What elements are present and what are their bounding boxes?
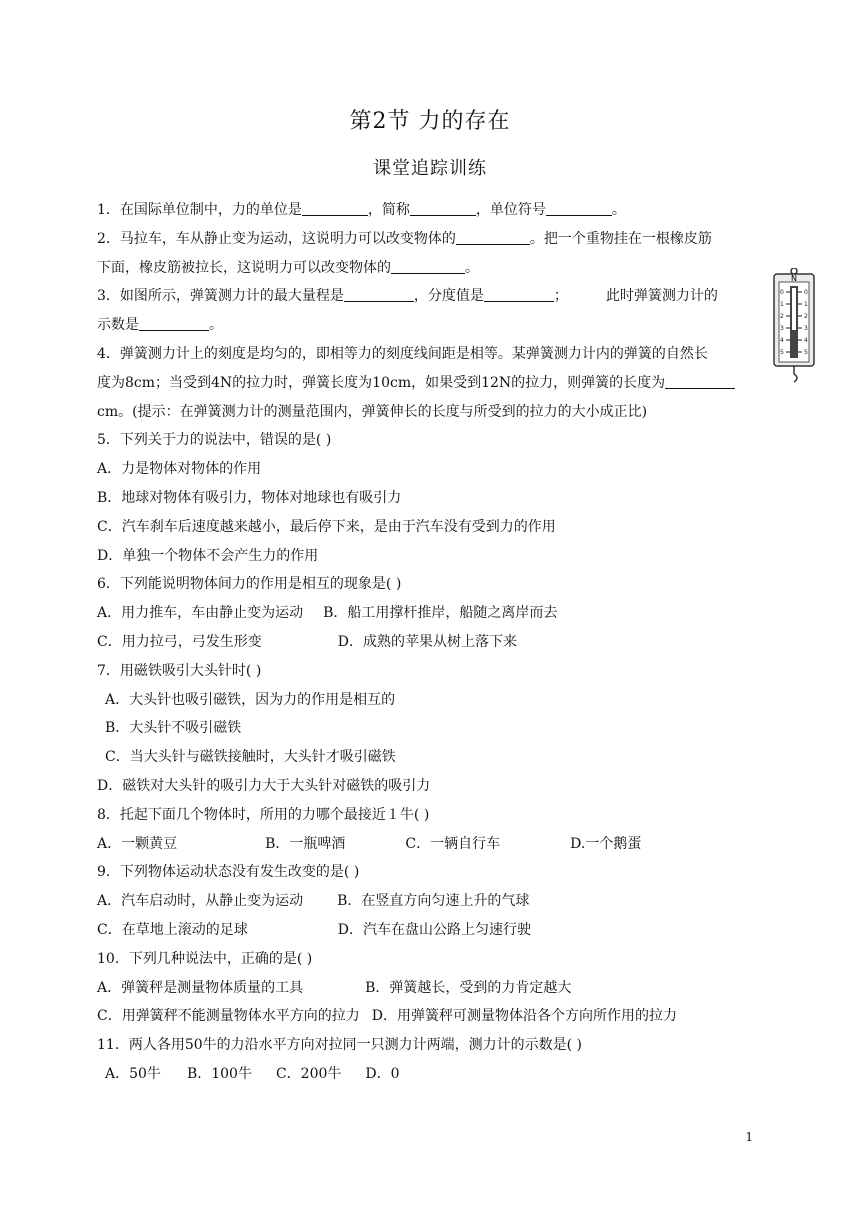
scale-number: 5	[804, 349, 808, 356]
scale-number: 0	[780, 289, 784, 296]
scale-unit-label: N	[791, 274, 797, 283]
option[interactable]: A．汽车启动时，从静止变为运动	[97, 893, 304, 910]
answer-blank[interactable]	[302, 199, 368, 216]
answer-blank[interactable]	[456, 228, 530, 245]
option[interactable]: B．船工用撑杆推岸，船随之离岸而去	[323, 605, 558, 622]
option-row	[97, 628, 757, 657]
answer-blank[interactable]	[344, 285, 414, 302]
option[interactable]: D．磁铁对大头针的吸引力大于大头针对磁铁的吸引力	[97, 777, 431, 794]
option[interactable]: D.一个鹅蛋	[570, 835, 642, 852]
q3-text: 此时弹簧测力计的	[605, 288, 718, 305]
option[interactable]: B．地球对物体有吸引力，物体对地球也有吸引力	[97, 489, 402, 506]
option[interactable]: C．200牛	[275, 1065, 342, 1082]
option[interactable]: D．成熟的苹果从树上落下来	[337, 633, 517, 650]
page-title: 第2节 力的存在	[349, 109, 511, 134]
option-row	[97, 1060, 757, 1089]
option[interactable]: A．力是物体对物体的作用	[97, 461, 262, 478]
q4-text: cm。(提示：在弹簧测力计的测量范围内，弹簧伸长的长度与所受到的拉力的大小成正比)	[97, 403, 648, 420]
scale-number: 4	[804, 337, 808, 344]
option[interactable]: D．0	[365, 1065, 400, 1082]
q3-text: 3．如图所示，弹簧测力计的最大量程是	[97, 288, 344, 305]
question-2-line-2	[97, 254, 757, 283]
q1-text-a: 1．在国际单位制中，力的单位是	[97, 202, 302, 218]
option[interactable]: D．用弹簧秤可测量物体沿各个方向所作用的拉力	[371, 1008, 677, 1025]
option[interactable]: C．当大头针与磁铁接触时，大头针才吸引磁铁	[105, 749, 396, 766]
question-11-stem: 11．两人各用50牛的力沿水平方向对拉同一只测力计两端，测力计的示数是( )	[97, 1037, 583, 1054]
option[interactable]: B．大头针不吸引磁铁	[105, 720, 242, 737]
question-10-stem: 10．下列几种说法中，正确的是( )	[97, 950, 313, 967]
question-9-stem: 9．下列物体运动状态没有发生改变的是( )	[97, 864, 360, 881]
question-7-stem: 7．用磁铁吸引大头针时( )	[97, 662, 262, 679]
q3-text: 示数是	[97, 317, 139, 334]
option[interactable]: D．单独一个物体不会产生力的作用	[97, 547, 319, 564]
answer-blank[interactable]	[484, 285, 554, 302]
q3-text: ，分度值是	[413, 288, 484, 305]
question-3-line-2	[97, 311, 757, 340]
question-1	[97, 196, 757, 225]
option-row	[97, 599, 757, 628]
scale-number: 1	[804, 301, 808, 308]
scale-number: 3	[804, 325, 808, 332]
question-6-stem: 6．下列能说明物体间力的作用是相互的现象是( )	[97, 576, 402, 593]
option[interactable]: A．一颗黄豆	[97, 835, 178, 852]
q3-text: ；	[553, 288, 568, 305]
question-8-stem: 8．托起下面几个物体时，所用的力哪个最接近１牛( )	[97, 806, 430, 823]
page-number: 1	[745, 1130, 753, 1144]
answer-blank[interactable]	[665, 372, 735, 389]
q1-text-c: ，单位符号	[475, 202, 546, 218]
question-5-stem: 5．下列关于力的说法中，错误的是( )	[97, 432, 332, 449]
option-row	[97, 916, 757, 945]
scale-number: 2	[780, 313, 784, 320]
option[interactable]: C．在草地上滚动的足球	[97, 921, 248, 938]
option-row	[97, 830, 757, 859]
answer-blank[interactable]	[391, 257, 465, 274]
scale-number: 0	[804, 289, 808, 296]
option[interactable]: D．汽车在盘山公路上匀速行驶	[337, 921, 531, 938]
q1-text-b: ，简称	[367, 202, 410, 218]
option[interactable]: A．用力推车，车由静止变为运动	[97, 605, 304, 622]
q2-text: 2．马拉车，车从静止变为运动，这说明力可以改变物体的	[97, 230, 456, 247]
q2-text: 。	[465, 259, 479, 276]
option-row	[97, 1002, 757, 1031]
scale-number: 5	[780, 349, 784, 356]
scale-number: 4	[780, 337, 784, 344]
option[interactable]: A．大头针也吸引磁铁，因为力的作用是相互的	[105, 691, 396, 708]
spring-scale-figure	[769, 268, 819, 384]
question-3-line-1	[97, 282, 757, 311]
question-2-line-1	[97, 225, 757, 254]
option[interactable]: B．在竖直方向匀速上升的气球	[337, 893, 530, 910]
option-row	[97, 887, 757, 916]
answer-blank[interactable]	[410, 199, 476, 216]
option[interactable]: C．用弹簧秤不能测量物体水平方向的拉力	[97, 1008, 360, 1025]
q2-text: 。把一个重物挂在一根橡皮筋	[529, 230, 712, 247]
q4-text: 4．弹簧测力计上的刻度是均匀的，即相等力的刻度线间距是相等。某弹簧测力计内的弹簧的自然长	[97, 345, 708, 362]
question-4-line-2	[97, 369, 757, 398]
scale-number: 3	[780, 325, 784, 332]
question-list	[97, 196, 757, 1089]
option-row	[97, 974, 757, 1003]
option[interactable]: B．弹簧越长，受到的力肯定越大	[365, 979, 572, 996]
q1-text-d: 。	[611, 202, 626, 218]
question-4-line-3	[97, 398, 757, 427]
q3-text: 。	[209, 317, 223, 334]
option[interactable]: C．汽车刹车后速度越来越小，最后停下来，是由于汽车没有受到力的作用	[97, 518, 556, 535]
option[interactable]: A．50牛	[105, 1065, 161, 1082]
q2-text: 下面，橡皮筋被拉长，这说明力可以改变物体的	[97, 259, 391, 276]
scale-number: 2	[804, 313, 808, 320]
option[interactable]: A．弹簧秤是测量物体质量的工具	[97, 979, 304, 996]
option[interactable]: B．100牛	[186, 1065, 252, 1082]
option[interactable]: B．一瓶啤酒	[265, 835, 346, 852]
q4-text: 度为8cm；当受到4N的拉力时，弹簧长度为10cm，如果受到12N的拉力，则弹簧的长度为	[97, 374, 666, 391]
option[interactable]: C．用力拉弓，弓发生形变	[97, 633, 262, 650]
answer-blank[interactable]	[139, 314, 209, 331]
answer-blank[interactable]	[546, 199, 612, 216]
question-4-line-1	[97, 340, 757, 369]
scale-number: 1	[780, 301, 784, 308]
page-subtitle: 课堂追踪训练	[373, 158, 487, 179]
option[interactable]: C．一辆自行车	[405, 835, 501, 852]
